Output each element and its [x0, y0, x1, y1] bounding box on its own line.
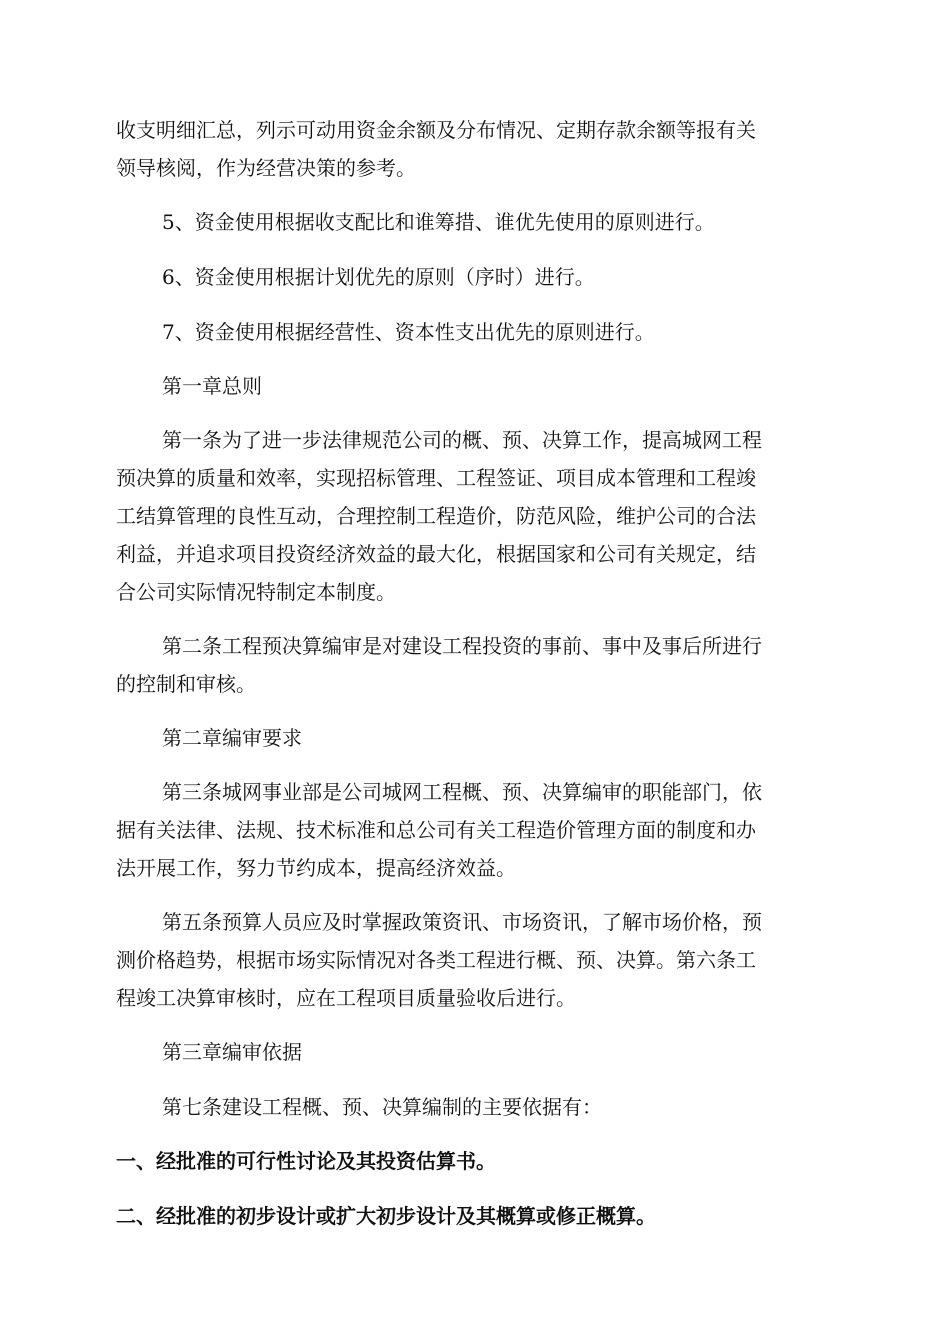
paragraph-line: 第二条工程预决算编审是对建设工程投资的事前、事中及事后所进行	[162, 634, 762, 658]
paragraph-line: 工结算管理的良性互动，合理控制工程造价，防范风险，维护公司的合法	[116, 504, 756, 528]
paragraph-line: 利益，并追求项目投资经济效益的最大化，根据国家和公司有关规定，结	[116, 542, 756, 566]
paragraph-line: 预决算的质量和效率，实现招标管理、工程签证、项目成本管理和工程竣	[116, 466, 756, 490]
chapter-heading: 第二章编审要求	[162, 726, 302, 750]
chapter-heading: 第一章总则	[162, 374, 262, 398]
paragraph-line: 收支明细汇总，列示可动用资金余额及分布情况、定期存款余额等报有关	[116, 118, 756, 142]
paragraph-line: 合公司实际情况特制定本制度。	[116, 580, 396, 604]
paragraph-line: 法开展工作，努力节约成本，提高经济效益。	[116, 856, 516, 880]
paragraph-line: 第三条城网事业部是公司城网工程概、预、决算编审的职能部门，依	[162, 780, 762, 804]
list-item-bold: 二、经批准的初步设计或扩大初步设计及其概算或修正概算。	[116, 1204, 656, 1228]
list-item-bold: 一、经批准的可行性讨论及其投资估算书。	[116, 1149, 496, 1173]
paragraph-line: 程竣工决算审核时，应在工程项目质量验收后进行。	[116, 986, 576, 1010]
paragraph-line: 测价格趋势，根据市场实际情况对各类工程进行概、预、决算。第六条工	[116, 948, 756, 972]
paragraph-line: 第七条建设工程概、预、决算编制的主要依据有：	[162, 1095, 602, 1119]
paragraph-line: 据有关法律、法规、技术标准和总公司有关工程造价管理方面的制度和办	[116, 818, 756, 842]
paragraph-line: 第一条为了进一步法律规范公司的概、预、决算工作，提高城网工程	[162, 428, 762, 452]
paragraph-line: 的控制和审核。	[116, 672, 256, 696]
paragraph-line: 5、资金使用根据收支配比和谁筹措、谁优先使用的原则进行。	[162, 210, 715, 234]
paragraph-line: 7、资金使用根据经营性、资本性支出优先的原则进行。	[162, 320, 655, 344]
chapter-heading: 第三章编审依据	[162, 1040, 302, 1064]
paragraph-line: 6、资金使用根据计划优先的原则（序时）进行。	[162, 265, 595, 289]
paragraph-line: 领导核阅，作为经营决策的参考。	[116, 156, 416, 180]
paragraph-line: 第五条预算人员应及时掌握政策资讯、市场资讯，了解市场价格，预	[162, 910, 762, 934]
